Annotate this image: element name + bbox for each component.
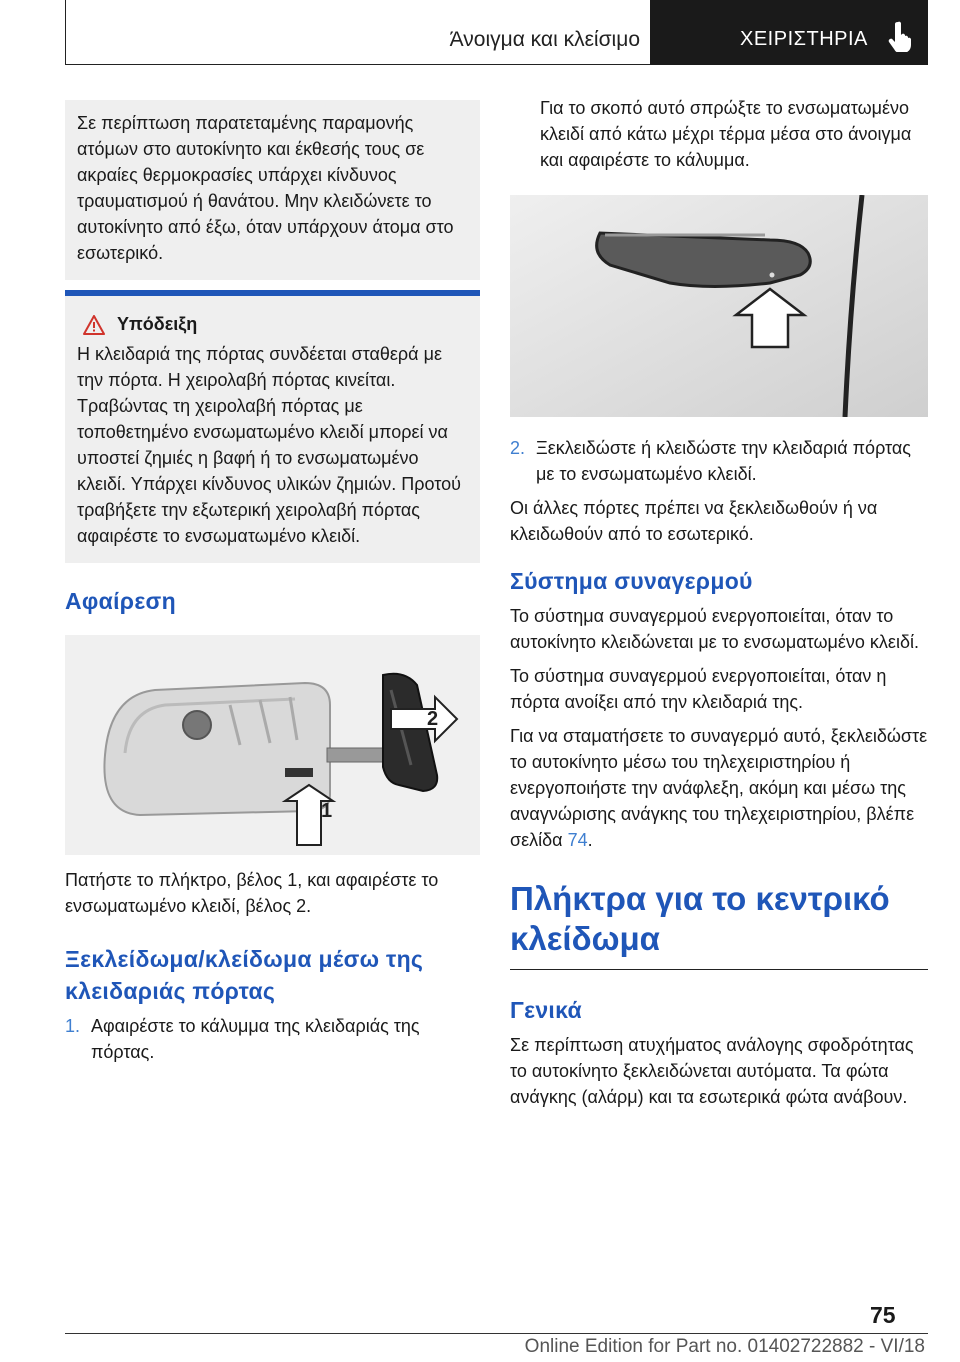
page-reference-link[interactable]: 74: [567, 830, 588, 850]
section-title: Άνοιγμα και κλείσιμο: [449, 28, 640, 51]
alarm-paragraph-3: [510, 723, 928, 853]
warning-text: Σε περίπτωση παρατεταμένης παραμονής ατόμων στο αυτοκίνητο και έκθεσής τους σε ακραίες θερμοκρασίες υπάρχει κίνδυνος τραυματισμού ή θανάτου. Μην κλειδώνετε το αυτοκίνητο από έξω, όταν υπάρχουν άτομα στο εσωτερικό.: [77, 113, 454, 263]
note-text: Η κλειδαριά της πόρτας συνδέεται σταθερά με την πόρτα. Η χειρολαβή πόρτας κινείται. Τραβώντας τη χειρολαβή πόρτας με τοποθετημένο ενσωματωμένο κλειδί μπορεί να υποστεί ζημιές η βαφή ή το ενσωματωμένο κλειδί. Υπάρχει κίνδυνος υλικών ζημιών. Προτού τραβήξετε την εξωτερική χειρολαβή πόρτας αφαιρέστε το ενσωματωμένο κλειδί.: [77, 344, 461, 546]
warning-box: [65, 100, 480, 280]
alarm-paragraph-2: Το σύστημα συναγερμού ενεργοποιείται, όταν η πόρτα ανοίξει από την κλειδαριά της.: [510, 666, 887, 712]
general-text: Σε περίπτωση ατυχήματος ανάλογης σφοδρότητας το αυτοκίνητο ξεκλειδώνεται αυτόματα. Τα φώτα ανάγκης (αλάρμ) και τα εσωτερικά φώτα ανάβουν.: [510, 1035, 914, 1107]
arrow-label-1: 1: [321, 800, 333, 822]
edition-text: Online Edition for Part no. 01402722882 - VI/18: [524, 1336, 925, 1357]
chapter-tab: [650, 0, 928, 65]
note-header: [77, 314, 468, 335]
step-1: [65, 1013, 480, 1065]
note-box: [65, 290, 480, 563]
door-illustration: [510, 195, 928, 417]
other-doors-text: Οι άλλες πόρτες πρέπει να ξεκλειδωθούν ή να κλειδωθούν από το εσωτερικό.: [510, 498, 878, 544]
removal-heading: Αφαίρεση: [65, 588, 176, 614]
left-column: [65, 100, 480, 1065]
step-2-text: Ξεκλειδώστε ή κλειδώστε την κλειδαριά πόρτας με το ενσωματωμένο κλειδί.: [536, 438, 911, 484]
step-2-number: 2.: [510, 438, 526, 458]
general-heading: Γενικά: [510, 997, 582, 1023]
intro-text: Για το σκοπό αυτό σπρώξτε το ενσωματωμένο κλειδί από κάτω μέχρι τέρμα μέσα στο άνοιγμα και αφαιρέστε το κάλυμμα.: [540, 98, 912, 170]
hand-pointer-icon: [888, 20, 916, 52]
step-1-text: Αφαιρέστε το κάλυμμα της κλειδαριάς της πόρτας.: [91, 1016, 420, 1062]
alarm-paragraph-3-end: .: [587, 830, 593, 850]
arrow-label-2: 2: [427, 708, 439, 730]
alarm-heading: Σύστημα συναγερμού: [510, 568, 753, 594]
removal-text: Πατήστε το πλήκτρο, βέλος 1, και αφαιρέστε το ενσωματωμένο κλειδί, βέλος 2.: [65, 870, 439, 916]
step-2: [510, 435, 928, 487]
key-illustration: [65, 635, 480, 855]
central-lock-heading: Πλήκτρα για το κεντρικό κλείδωμα: [510, 880, 890, 957]
key-removal-figure: [65, 635, 480, 855]
warning-triangle-icon: [83, 315, 105, 335]
step-1-number: 1.: [65, 1016, 81, 1036]
chapter-title: ΧΕΙΡΙΣΤΗΡΙΑ: [740, 28, 868, 50]
door-handle-figure: [510, 195, 928, 417]
alarm-paragraph-3-text: Για να σταματήσετε το συναγερμό αυτό, ξεκλειδώστε το αυτοκίνητο μέσω του τηλεχειριστηρίου ή ενεργοποιήστε την ανάφλεξη, ακόμη και μέσω της αναγνώρισης ανάγκης του τηλεχειριστηρίου, βλέπε σελίδα: [510, 726, 928, 850]
alarm-paragraph-1: Το σύστημα συναγερμού ενεργοποιείται, όταν το αυτοκίνητο κλειδώνεται με το ενσωματωμένο κλειδί.: [510, 606, 919, 652]
heading-rule: [510, 969, 928, 970]
lock-heading: Ξεκλείδωμα/κλείδωμα μέσω της κλειδαριάς πόρτας: [65, 946, 424, 1004]
right-column: [510, 95, 928, 1110]
page-number: 75: [870, 1302, 896, 1328]
footer-rule: [65, 1333, 928, 1334]
note-title: Υπόδειξη: [117, 314, 198, 334]
